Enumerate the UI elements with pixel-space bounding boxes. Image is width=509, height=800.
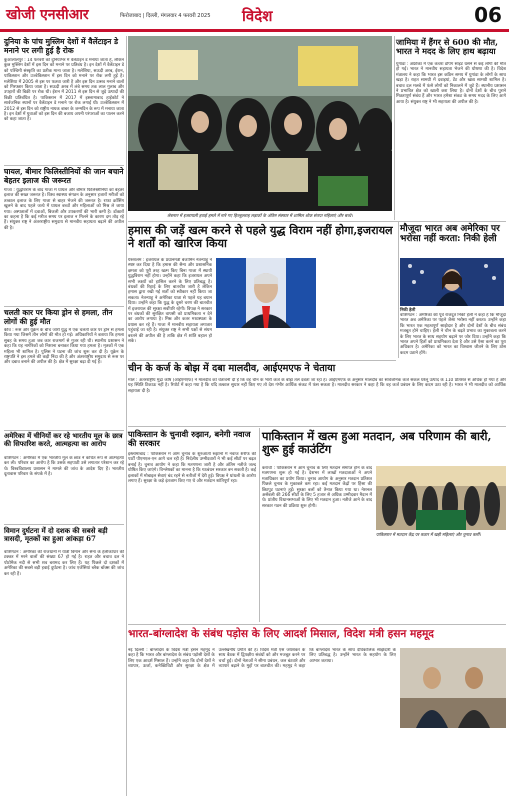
body-hamas: येरुशलम : इजरायल के प्रधानमंत्री बेंजामिन नेतन्याहू ने स्पष्ट कर दिया है कि हमास की सैन्य और प्रशासनिक क्षमता को पूरी तरह खत्म किए बिना गाजा में स्थायी युद्धविराम नहीं होगा। उन्होंने कहा कि इजरायल अपने सभी लक्ष्यों को हासिल करने के लिए प्रतिबद्ध है। बंधकों की रिहाई के लिए बातचीत जारी है लेकिन हमास द्वारा रखी गई शर्तों को स्वीकार नहीं किया जा सकता। नेतन्याहू ने अमेरिका यात्रा से पहले यह बयान दिया। उन्होंने कहा कि युद्ध के दूसरे चरण की बातचीत में इजरायल की सुरक्षा सर्वोपरि रहेगी। विपक्ष ने सरकार पर बंधकों की सुरक्षित वापसी को प्राथमिकता न देने का आरोप लगाया है। मिस्र और कतर मध्यस्थता के प्रयास कर रहे हैं। गाजा में मानवीय सहायता लगातार पहुंचाई जा रही है। संयुक्त राष्ट्र ने सभी पक्षों से संयम बरतने की अपील की है ताकि क्षेत्र में शांति बहाल हो सके। (128, 258, 212, 345)
body-gaza: गाजा : युद्धविराम के बाद गाजा में घायल और बीमार फिलिस्तीनियों को बेहतर इलाज की सख्त जरूरत है। विश्व स्वास्थ्य संगठन के अनुसार हजारों मरीजों को तत्काल इलाज के लिए गाजा से बाहर भेजने की जरूरत है। राफा क्रॉसिंग खुलने के बाद पहले जत्थे में घायल बच्चों और महिलाओं को मिस्र ले जाया गया। अस्पतालों में दवाओं, बिजली और उपकरणों की भारी कमी है। डॉक्टरों का कहना है कि कई मरीज समय पर इलाज न मिलने के कारण दम तोड़ रहे हैं। संयुक्त राष्ट्र ने अंतरराष्ट्रीय समुदाय से मानवीय सहायता बढ़ाने की अपील की है। (4, 188, 124, 231)
caption-nikki-haley: निकी हेली (400, 307, 416, 312)
body-india-bangladesh: नई दिल्ली : बांग्लादेश के विदेश मंत्री हसन महमूद ने कहा है कि भारत और बांग्लादेश के संबंध पड़ोसी देशों के लिए एक आदर्श मिसाल हैं। उन्होंने कहा कि दोनों देशों ने व्यापार, ऊर्जा, कनेक्टिविटी और सुरक्षा के क्षेत्र में उल्लेखनीय प्रगति की है। विदेश मंत्री एस जयशंकर के साथ बैठक में द्विपक्षीय संबंधों को और मजबूत करने पर चर्चा हुई। दोनों नेताओं ने सीमा प्रबंधन, जल बंटवारे और व्यापार बढ़ाने के मुद्दों पर बातचीत की। महमूद ने कहा कि बांग्लादेश भारत के साथ दीर्घकालिक साझेदारी के लिए प्रतिबद्ध है। उन्होंने भारत के सहयोग के लिए आभार जताया। (128, 648, 396, 670)
headline-pak-poll-trend: पाकिस्तान के चुनावी रुझान, बनेगी नवाज की सरकार (128, 429, 251, 449)
body-jamia: युगांडा : अफ्रीका में एक कचरा डंपिंग साइट धंसने से कई लोगों की मौत हो गई। भारत ने मानवीय सहायता भेजने की घोषणा की है। विदेश मंत्रालय ने कहा कि भारत इस कठिन समय में युगांडा के लोगों के साथ खड़ा है। राहत सामग्री में दवाइयां, टेंट और खाद्य सामग्री शामिल है। बचाव दल मलबे में फंसे लोगों को निकालने में जुटे हैं। स्थानीय प्रशासन ने प्रभावित क्षेत्र को खाली करा लिया है। दोनों देशों के बीच पुराने मित्रतापूर्ण संबंध हैं और भारत हमेशा संकट के समय मदद के लिए आगे आया है। संयुक्त राष्ट्र ने भी सहायता की अपील की है। (396, 62, 506, 105)
body-pak-poll-trend: इस्लामाबाद : पाकिस्तान में आम चुनाव के शुरुआती रुझानों में नवाज शरीफ की पार्टी पीएमएल-एन आगे चल रही है। निर्दलीय उम्मीदवारों ने भी कई सीटों पर बढ़त बनाई है। चुनाव आयोग ने कहा कि मतगणना जारी है और अंतिम नतीजे जल्द घोषित किए जाएंगे। विश्लेषकों का मानना है कि गठबंधन सरकार बन सकती है। कई इलाकों में मोबाइल सेवाएं बंद रहने से नतीजों में देरी हुई। विपक्ष ने धांधली के आरोप लगाए हैं। सुरक्षा के कड़े इंतजाम किए गए थे और मतदान शांतिपूर्ण रहा। (128, 452, 256, 485)
pakistan-polling-photo (376, 466, 506, 530)
divider (128, 221, 506, 222)
funeral-photo (128, 36, 392, 211)
headline-drone-strike: चलती कार पर किया ड्रोन से हमला, तीन लोगों की हुई मौत (4, 308, 113, 326)
body-plane-crash: वाशिंगटन : अमेरिका की राजधानी में यात्री विमान और सेना के हेलीकॉप्टर की टक्कर में मरने वालों की संख्या 67 हो गई है। राहत और बचाव दल ने पोटोमैक नदी से सभी शव बरामद कर लिए हैं। यह पिछले दो दशकों में अमेरिका की सबसे बड़ी हवाई दुर्घटना है। जांच एजेंसियां ब्लैक बॉक्स की जांच कर रही हैं। (4, 550, 124, 577)
headline-gaza: घायल, बीमार फिलिस्तीनियों की जान बचाने बेहतर इलाज की जरूरत (4, 167, 124, 185)
divider (4, 165, 124, 166)
divider (128, 426, 506, 427)
divider (4, 306, 124, 307)
headline-nikki-haley: मौजूदा भारत अब अमेरिका पर भरोसा नहीं करता: निकी हेली (400, 224, 500, 245)
column-rule (398, 222, 399, 358)
body-india-bangladesh-col4 (400, 732, 506, 794)
body-pak-counting-col2 (262, 548, 506, 620)
column-rule (259, 428, 260, 622)
page-number: 06 (471, 3, 505, 27)
headline-jamia: जामिया में हैंगर से 600 की मौत, भारत ने मदद के लिए हाथ बढ़ाया (396, 37, 498, 57)
netanyahu-photo (216, 258, 316, 328)
divider (128, 360, 396, 361)
body-muslim-countries: कुआलालंपुर : 14 फरवरी को दुनियाभर में वैलेंटाइन डे मनाया जाता है, लेकिन कुछ मुस्लिम देशों में इस दिन को मनाने पर प्रतिबंध है। इन देशों में वैलेंटाइन डे को पश्चिमी संस्कृति का प्रतीक माना जाता है। मलेशिया, सऊदी अरब, ईरान, पाकिस्तान और उज्बेकिस्तान में इस दिन को मनाने पर रोक लगी हुई है। मलेशिया में 2005 से इस पर फतवा जारी है और इस दिन उत्सव मनाने वालों को गिरफ्तार किया जाता है। सऊदी अरब में लंबे समय तक लाल गुलाब और उपहारों की बिक्री पर रोक थी। ईरान में 2011 से इस दिन से जुड़े उत्पादों की बिक्री प्रतिबंधित है। पाकिस्तान में 2017 में इस्लामाबाद हाईकोर्ट ने सार्वजनिक स्थानों पर वैलेंटाइन डे मनाने पर रोक लगाई थी। उज्बेकिस्तान में 2012 से इस दिन को राष्ट्रीय नायक बाबर के जन्मदिन के रूप में मनाया जाता है। इन देशों में युवाओं को इस दिन की बजाय अपनी परंपराओं का पालन करने को कहा जाता है। (4, 58, 124, 123)
body-drone-strike: कीव : रूस और यूक्रेन के बीच जारी युद्ध में एक चलती कार पर ड्रोन से हमला किया गया जिसमें तीन लोगों की मौत हो गई। अधिकारियों ने बताया कि हमला सुबह के समय हुआ जब कार राजमार्ग से गुजर रही थी। स्थानीय प्रशासन ने कहा कि यह नागरिकों को निशाना बनाकर किया गया हमला है। मृतकों में एक महिला भी शामिल है। पुलिस ने घटना की जांच शुरू कर दी है। यूक्रेन के राष्ट्रपति ने इस हमले की कड़ी निंदा की है और अंतरराष्ट्रीय समुदाय से रूस पर और दबाव बनाने की अपील की है। क्षेत्र में सुरक्षा बढ़ा दी गई है। (4, 328, 124, 366)
column-rule (394, 36, 395, 220)
section-title: विदेश (242, 7, 273, 25)
body-china-maldives: माले : अंतरराष्ट्रीय मुद्रा कोष (आईएमएफ) ने मालदीव को चेतावनी दी है कि वह चीन के भारी कर्ज के बोझ तले दबता जा रहा है। आईएमएफ के अनुसार मालदीव का सार्वजनिक कर्ज सकल घरेलू उत्पाद के 110 प्रतिशत से अधिक हो गया है और यह स्थिति टिकाऊ नहीं है। रिपोर्ट में कहा गया है कि यदि तत्काल सुधार नहीं किए गए तो देश गंभीर आर्थिक संकट में फंस सकता है। मालदीव सरकार ने कहा है कि वह कर्ज प्रबंधन के लिए कदम उठा रही है। भारत ने भी मालदीव को आर्थिक सहायता दी है। (128, 378, 506, 394)
headline-plane-crash: विमान दुर्घटना में दो दशक की सबसे बड़ी त्रासदी, मृतकों का हुआ आंकड़ा 67 (4, 526, 108, 544)
column-rule (126, 36, 127, 796)
caption-funeral-photo: लेबनान में इजरायली हवाई हमले में मारे गए हिज्बुल्लाह लड़ाकों के अंतिम संस्कार में शामिल शोक संतप्त महिलाएं और बच्चे। (167, 213, 353, 218)
hasan-mahmud-photo (400, 648, 506, 728)
divider (4, 524, 124, 525)
headline-indian-student-us: अमेरिका में चीनियों कर रहे भारतीय मूल के छात्र की सिफारिश करते, आत्महत्या का आरोप (4, 432, 123, 448)
headline-china-maldives: चीन के कर्ज के बोझ में दबा मालदीव, आईएमएफ ने चेताया (128, 363, 336, 374)
body-hamas-continued (216, 332, 316, 358)
headline-muslim-countries: दुनिया के पांच मुस्लिम देशों में वैलेंटाइन डे मनाने पर लगी हुई है रोक (4, 37, 119, 55)
body-indian-student-us: वाशिंगटन : अमेरिका में एक भारतीय मूल के छात्र ने कथित रूप से आत्महत्या कर ली। परिवार का आरोप है कि उसके सहपाठी उसे लगातार परेशान कर रहे थे। विश्वविद्यालय प्रशासन ने मामले की जांच के आदेश दिए हैं। भारतीय दूतावास परिवार के संपर्क में है। (4, 456, 124, 478)
divider (128, 624, 506, 625)
headline-hamas: हमास की जड़ें खत्म करने से पहले युद्ध विराम नहीं होगा,इजरायल ने शर्तों को खारिज किया (128, 223, 393, 250)
dateline: फिरोजाबाद | दिल्ली, मंगलवार 4 फरवरी 2025 (120, 13, 211, 19)
nikki-haley-photo (400, 258, 504, 306)
headline-pak-counting: पाकिस्तान में खत्म हुआ मतदान, अब परिणाम की बारी, शुरू हुई काउंटिंग (262, 429, 492, 457)
divider (4, 430, 124, 431)
headline-india-bangladesh: भारत-बांग्लादेश के संबंध पड़ोस के लिए आदर्श मिसाल, विदेश मंत्री हसन महमूद (128, 628, 434, 640)
caption-pakistan-polling-photo: पाकिस्तान में मतदान केंद्र पर कतार में खड़ी महिलाएं और चुनाव कर्मी। (376, 532, 481, 537)
body-hamas-col3 (320, 258, 396, 358)
masthead (0, 0, 509, 32)
newspaper-logo: खोजी एनसीआर (6, 7, 89, 23)
body-nikki-haley: वाशिंगटन : अमेरिका की पूर्व राजदूत निकी हेली ने कहा है कि मौजूदा भारत अब अमेरिका पर पहले जैसा भरोसा नहीं करता। उन्होंने कहा कि भारत एक महत्वपूर्ण साझेदार है और दोनों देशों के बीच संबंध मजबूत होने चाहिए। हेली ने चीन के बढ़ते प्रभाव का मुकाबला करने के लिए भारत के साथ सहयोग बढ़ाने पर जोर दिया। उन्होंने कहा कि भारत अपने हितों को प्राथमिकता देता है और उसे ऐसा करने का पूरा अधिकार है। अमेरिका को भारत का विश्वास जीतने के लिए ठोस कदम उठाने होंगे। (400, 313, 506, 356)
body-pak-counting: कराची : पाकिस्तान में आम चुनाव के लिए मतदान समाप्त होने के बाद मतगणना शुरू हो गई है। देशभर में लाखों मतदाताओं ने अपने मताधिकार का प्रयोग किया। चुनाव आयोग के अनुसार मतदान प्रतिशत पिछले चुनाव के मुकाबले कम रहा। कई मतदान केंद्रों पर हिंसा की छिटपुट घटनाएं हुईं। सुरक्षा बलों को तैनात किया गया था। नेशनल असेंबली की 266 सीटों के लिए 5 हजार से अधिक उम्मीदवार मैदान में थे। प्रांतीय विधानसभाओं के लिए भी मतदान हुआ। नतीजे आने के बाद सरकार गठन की प्रक्रिया शुरू होगी। (262, 466, 372, 509)
